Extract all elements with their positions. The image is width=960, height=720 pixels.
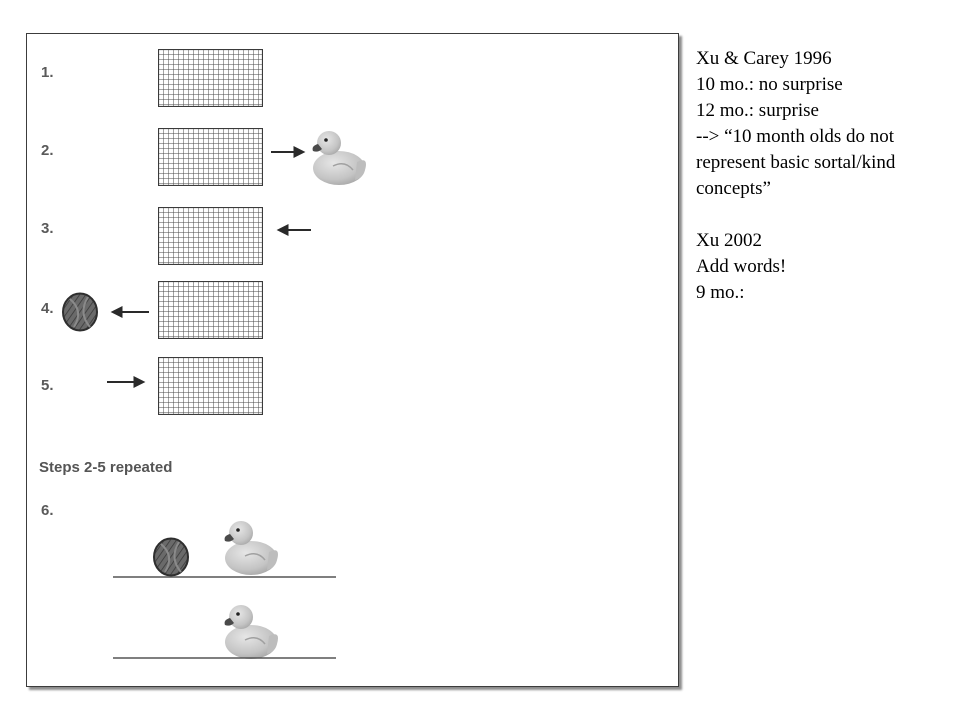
- notes-heading-xu-carey: Xu & Carey 1996: [696, 48, 832, 69]
- notes-quote-line: --> “10 month olds do not: [696, 126, 895, 147]
- arrow-right-icon: [269, 146, 309, 158]
- step-label-5: 5.: [41, 377, 54, 394]
- notes-text-block: [696, 46, 958, 306]
- notes-line: 9 mo.:: [696, 282, 745, 303]
- duck-image: [309, 126, 371, 188]
- stage-floor-line: [113, 656, 338, 660]
- occluder-screen-3: [158, 207, 263, 265]
- stage-floor-line: [113, 575, 338, 579]
- duck-image: [221, 600, 283, 662]
- notes-line: 10 mo.: no surprise: [696, 74, 843, 95]
- arrow-left-icon: [275, 224, 313, 236]
- step-label-4: 4.: [41, 300, 54, 317]
- occluder-screen-2: [158, 128, 263, 186]
- notes-heading-xu-2002: Xu 2002: [696, 230, 762, 251]
- arrow-left-icon: [109, 306, 151, 318]
- figure-panel: [26, 33, 679, 687]
- occluder-screen-4: [158, 281, 263, 339]
- step-label-1: 1.: [41, 64, 54, 81]
- notes-line: Add words!: [696, 256, 787, 277]
- steps-repeated-label: Steps 2-5 repeated: [39, 459, 173, 476]
- notes-line: 12 mo.: surprise: [696, 100, 819, 121]
- occluder-screen-1: [158, 49, 263, 107]
- step-label-2: 2.: [41, 142, 54, 159]
- ball-image: [62, 293, 100, 333]
- notes-quote-line: concepts”: [696, 178, 771, 199]
- ball-image: [153, 538, 191, 578]
- occluder-screen-5: [158, 357, 263, 415]
- notes-quote-line: represent basic sortal/kind: [696, 152, 896, 173]
- arrow-right-icon: [105, 376, 147, 388]
- notes-spacer: [696, 202, 958, 228]
- step-label-3: 3.: [41, 220, 54, 237]
- step-label-6: 6.: [41, 502, 54, 519]
- duck-image: [221, 516, 283, 578]
